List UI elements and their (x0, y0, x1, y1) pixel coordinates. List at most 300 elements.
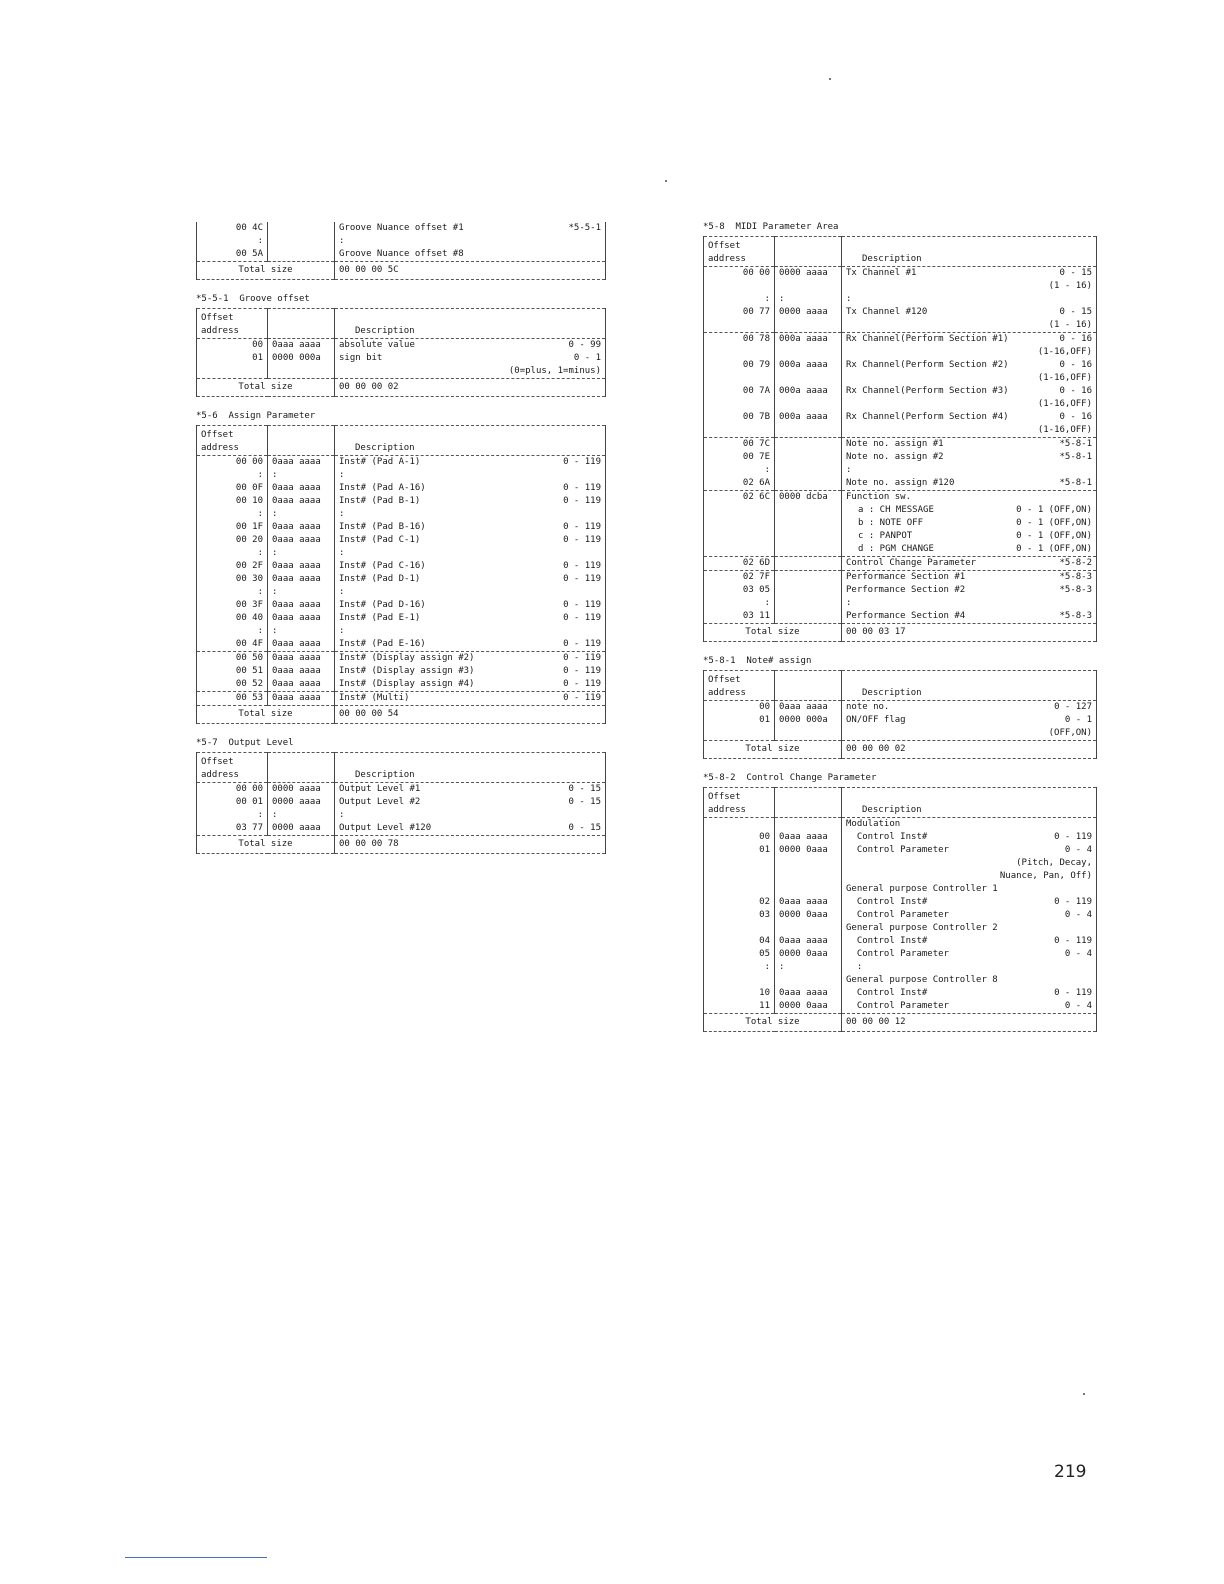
assign-parameter-table (196, 425, 606, 724)
row-offset: : (704, 597, 775, 610)
table-row (704, 961, 1097, 974)
row-description-wrap (339, 456, 601, 469)
row-description-wrap (339, 222, 601, 235)
function-sw-item-label: b : NOTE OFF (858, 518, 924, 528)
row-description-cell (335, 365, 606, 379)
header-blank (842, 788, 1097, 805)
table-row (704, 464, 1097, 477)
row-description: Control Inst# (846, 936, 928, 946)
header-offset: Offset (197, 309, 268, 326)
function-sw-item-range: 0 - 1 (OFF,ON) (1016, 518, 1092, 528)
row-description: Inst# (Pad D-1) (339, 574, 421, 584)
header-blank (268, 442, 335, 456)
row-description: Inst# (Pad D-16) (339, 600, 426, 610)
total-label: Total size (704, 1014, 842, 1032)
table-row (704, 818, 1097, 831)
row-description-cell (335, 809, 606, 822)
row-description-wrap (339, 235, 601, 248)
row-offset: : (704, 464, 775, 477)
row-description: Output Level #120 (339, 823, 432, 833)
row-description-cell (842, 818, 1097, 831)
row-offset: 03 (704, 909, 775, 922)
row-description-cell (842, 883, 1097, 896)
function-sw-item (846, 504, 1092, 517)
row-binary: : (268, 469, 335, 482)
function-sw-item-label: d : PGM CHANGE (858, 544, 934, 554)
table-row (197, 521, 606, 534)
row-description-cell (335, 222, 606, 235)
row-reference: *5-8-2 (1059, 558, 1092, 568)
header-address: address (704, 687, 775, 701)
row-offset: 00 (197, 339, 268, 352)
row-range: 0 - 119 (563, 457, 601, 467)
total-row (704, 624, 1097, 642)
row-binary: 000a aaaa (775, 359, 842, 385)
function-sw-item-range: 0 - 1 (OFF,ON) (1016, 505, 1092, 515)
total-value: 00 00 00 02 (335, 379, 606, 397)
output-level-table (196, 752, 606, 854)
row-description: absolute value (339, 340, 415, 350)
row-description-wrap (339, 796, 601, 809)
row-description-cell (842, 870, 1097, 883)
row-reference: *5-5-1 (568, 223, 601, 233)
row-range: 0 - 16 (1059, 386, 1092, 396)
row-description-wrap (339, 352, 601, 365)
total-value: 00 00 00 5C (335, 262, 606, 280)
row-description-cell (335, 692, 606, 706)
table-row (197, 678, 606, 692)
row-offset: 00 10 (197, 495, 268, 508)
row-offset: 00 40 (197, 612, 268, 625)
row-subrange: (1 - 16) (1048, 320, 1092, 330)
row-range: 0 - 119 (563, 522, 601, 532)
row-description-wrap (846, 293, 1092, 306)
function-sw-label: Function sw. (846, 492, 912, 502)
row-description-cell (842, 438, 1097, 451)
row-binary: 0aaa aaaa (268, 638, 335, 652)
row-description: Control Inst# (846, 832, 928, 842)
row-description-cell (335, 352, 606, 365)
table-row (704, 714, 1097, 727)
row-subrange: (1-16,OFF) (1037, 347, 1092, 357)
row-offset: : (197, 809, 268, 822)
header-description: Description (842, 804, 1097, 818)
output-level-title: *5-7 Output Level (196, 738, 294, 748)
row-offset: 00 77 (704, 306, 775, 333)
row-binary (775, 974, 842, 987)
header-row (704, 788, 1097, 805)
row-offset: 01 (704, 844, 775, 857)
row-range: 0 - 99 (568, 340, 601, 350)
row-description: : (339, 548, 345, 558)
header-address: address (704, 804, 775, 818)
function-sw-item (846, 543, 1092, 556)
control-change-title: *5-8-2 Control Change Parameter (703, 773, 877, 783)
row-description-cell (335, 612, 606, 625)
row-range: (OFF,ON) (1048, 728, 1092, 738)
row-offset: 00 51 (197, 665, 268, 678)
row-description: Control Inst# (846, 988, 928, 998)
row-binary: 0aaa aaaa (268, 665, 335, 678)
row-binary: 0aaa aaaa (268, 612, 335, 625)
row-description-cell (335, 482, 606, 495)
row-description-wrap (339, 652, 601, 665)
assign-parameter-title: *5-6 Assign Parameter (196, 411, 316, 421)
row-description-cell (335, 665, 606, 678)
row-offset: 00 0F (197, 482, 268, 495)
row-offset: : (704, 961, 775, 974)
row-description: : (846, 465, 852, 475)
row-binary: 0aaa aaaa (268, 534, 335, 547)
row-description-wrap (339, 534, 601, 547)
header-offset: Offset (704, 671, 775, 688)
row-description: ON/OFF flag (846, 715, 906, 725)
row-description-cell (842, 477, 1097, 491)
row-description: Groove Nuance offset #1 (339, 223, 464, 233)
row-description: Performance Section #2 (846, 585, 966, 595)
row-description-wrap (846, 557, 1092, 570)
total-row (197, 706, 606, 724)
row-binary (775, 727, 842, 741)
row-offset: 00 4F (197, 638, 268, 652)
row-description-cell (842, 491, 1097, 557)
row-range: 0 - 119 (563, 693, 601, 703)
control-change-table (703, 787, 1097, 1032)
row-description-cell (335, 586, 606, 599)
row-description: : (846, 294, 852, 304)
row-description-cell (842, 701, 1097, 714)
row-offset (704, 922, 775, 935)
table-row (197, 235, 606, 248)
row-offset (704, 870, 775, 883)
row-offset: 11 (704, 1000, 775, 1014)
row-description-cell (335, 638, 606, 652)
row-offset: 00 7A (704, 385, 775, 411)
row-binary (775, 922, 842, 935)
row-offset: 00 2F (197, 560, 268, 573)
row-description: Rx Channel(Perform Section #3) (846, 386, 1009, 396)
row-binary (268, 365, 335, 379)
row-description-cell (842, 610, 1097, 624)
table-row (704, 477, 1097, 491)
row-range: 0 - 16 (1059, 334, 1092, 344)
table-row (704, 610, 1097, 624)
row-description-wrap (339, 678, 601, 691)
header-description: Description (842, 687, 1097, 701)
row-description: : (339, 810, 345, 820)
header-address: address (197, 769, 268, 783)
row-description-cell (842, 1000, 1097, 1014)
header-blank (775, 671, 842, 688)
header-description: Description (842, 253, 1097, 267)
row-binary: 0000 aaaa (268, 796, 335, 809)
row-description-cell (842, 385, 1097, 411)
header-row (197, 442, 606, 456)
row-description-wrap (339, 547, 601, 560)
row-description-wrap (339, 586, 601, 599)
table-row (197, 625, 606, 638)
header-address: address (197, 325, 268, 339)
row-description-wrap (339, 482, 601, 495)
table-row (197, 456, 606, 469)
row-offset: 00 3F (197, 599, 268, 612)
row-offset: 00 5A (197, 248, 268, 262)
table-row (197, 692, 606, 706)
row-range: 0 - 119 (563, 561, 601, 571)
row-binary: : (268, 547, 335, 560)
header-blank (775, 253, 842, 267)
row-binary: 000a aaaa (775, 385, 842, 411)
row-description: Note no. assign #1 (846, 439, 944, 449)
row-binary: 0aaa aaaa (268, 692, 335, 706)
row-offset: 00 01 (197, 796, 268, 809)
row-binary: 0aaa aaaa (775, 987, 842, 1000)
table-row (704, 857, 1097, 870)
row-description-cell (335, 652, 606, 665)
header-blank (268, 753, 335, 770)
row-description-wrap (846, 987, 1092, 1000)
row-description-wrap (339, 560, 601, 573)
table-row (704, 1000, 1097, 1014)
row-binary (775, 870, 842, 883)
row-offset: 00 20 (197, 534, 268, 547)
row-offset: 00 78 (704, 333, 775, 359)
row-offset: 00 50 (197, 652, 268, 665)
row-description: Performance Section #4 (846, 611, 966, 621)
row-range: 0 - 15 (568, 784, 601, 794)
table-row (197, 573, 606, 586)
row-description-wrap (339, 612, 601, 625)
row-offset: 03 77 (197, 822, 268, 836)
table-row (704, 571, 1097, 584)
row-description: Inst# (Pad C-16) (339, 561, 426, 571)
row-description: General purpose Controller 2 (846, 923, 998, 933)
row-description-cell (842, 948, 1097, 961)
table-row (197, 482, 606, 495)
row-offset: 02 6A (704, 477, 775, 491)
header-blank (268, 769, 335, 783)
table-row (197, 638, 606, 652)
row-binary: 0aaa aaaa (268, 678, 335, 692)
row-binary (775, 610, 842, 624)
row-binary: 0aaa aaaa (268, 652, 335, 665)
row-range: 0 - 119 (563, 483, 601, 493)
row-range: 0 - 1 (573, 353, 601, 363)
row-binary (775, 818, 842, 831)
table-row (704, 935, 1097, 948)
row-description: : (339, 509, 345, 519)
row-range: 0 - 15 (1059, 268, 1092, 278)
row-range: 0 - 4 (1064, 910, 1092, 920)
row-description-wrap (339, 339, 601, 352)
row-description-wrap (846, 584, 1092, 597)
row-description: sign bit (339, 353, 383, 363)
row-description-cell (335, 625, 606, 638)
row-binary (775, 883, 842, 896)
header-offset: Offset (197, 426, 268, 443)
row-description-wrap (846, 411, 1092, 424)
row-binary: 0aaa aaaa (268, 560, 335, 573)
row-description-cell (335, 822, 606, 836)
row-offset (704, 883, 775, 896)
row-description-cell (842, 597, 1097, 610)
table-row (197, 822, 606, 836)
row-description-wrap (339, 469, 601, 482)
row-binary (775, 451, 842, 464)
row-description-cell (842, 267, 1097, 293)
row-binary (775, 464, 842, 477)
row-range: 0 - 119 (1054, 936, 1092, 946)
row-binary: 0000 0aaa (775, 909, 842, 922)
table-row (197, 599, 606, 612)
row-binary: 0aaa aaaa (775, 896, 842, 909)
row-offset: 01 (197, 352, 268, 365)
row-binary (268, 248, 335, 262)
total-row (197, 836, 606, 854)
row-description: General purpose Controller 8 (846, 975, 998, 985)
row-description-wrap (339, 495, 601, 508)
header-address: address (197, 442, 268, 456)
row-binary: 000a aaaa (775, 333, 842, 359)
row-binary: 0000 aaaa (268, 822, 335, 836)
row-description: Rx Channel(Perform Section #2) (846, 360, 1009, 370)
row-description-wrap (846, 385, 1092, 398)
row-description: Groove Nuance offset #8 (339, 249, 464, 259)
table-row (197, 508, 606, 521)
row-range: *5-8-3 (1059, 585, 1092, 595)
row-binary (775, 557, 842, 571)
header-address: address (704, 253, 775, 267)
row-description-cell (335, 534, 606, 547)
row-description-wrap (846, 870, 1092, 883)
row-offset (197, 365, 268, 379)
row-description-wrap (846, 306, 1092, 319)
row-range: 0 - 119 (563, 574, 601, 584)
header-offset: Offset (704, 788, 775, 805)
row-description: Inst# (Pad B-16) (339, 522, 426, 532)
row-description: Control Parameter (846, 949, 949, 959)
row-binary: 0aaa aaaa (268, 456, 335, 469)
row-description: : (846, 598, 852, 608)
table-row (197, 612, 606, 625)
row-description-cell (842, 451, 1097, 464)
row-description-cell (335, 560, 606, 573)
row-binary (775, 857, 842, 870)
row-binary: 0000 dcba (775, 491, 842, 557)
row-range: (0=plus, 1=minus) (508, 366, 601, 376)
row-offset (704, 818, 775, 831)
row-description: Note no. assign #2 (846, 452, 944, 462)
speck (1083, 1393, 1085, 1395)
row-offset: : (197, 586, 268, 599)
row-binary: 0aaa aaaa (775, 935, 842, 948)
row-description-wrap (846, 714, 1092, 727)
row-offset: : (197, 547, 268, 560)
row-range: 0 - 119 (563, 679, 601, 689)
row-description-wrap (846, 359, 1092, 372)
table-row (704, 491, 1097, 557)
table-row (197, 339, 606, 352)
header-row (197, 325, 606, 339)
row-description: General purpose Controller 1 (846, 884, 998, 894)
row-range: *5-8-1 (1059, 452, 1092, 462)
row-description-wrap (339, 783, 601, 796)
row-range: 0 - 1 (1064, 715, 1092, 725)
total-row (704, 1014, 1097, 1032)
header-row (704, 671, 1097, 688)
row-description-cell (842, 974, 1097, 987)
row-description: Tx Channel #1 (846, 268, 917, 278)
row-description: Rx Channel(Perform Section #4) (846, 412, 1009, 422)
table-row (197, 495, 606, 508)
total-label: Total size (197, 379, 335, 397)
row-description: Tx Channel #120 (846, 307, 928, 317)
total-value: 00 00 00 78 (335, 836, 606, 854)
row-binary: 0000 aaaa (775, 306, 842, 333)
row-range: 0 - 16 (1059, 360, 1092, 370)
header-blank (775, 804, 842, 818)
row-description-wrap (339, 638, 601, 651)
row-description-cell (842, 359, 1097, 385)
table-row (197, 469, 606, 482)
row-description-wrap (846, 701, 1092, 714)
total-value: 00 00 00 02 (842, 741, 1097, 759)
header-row (197, 309, 606, 326)
table-row (704, 385, 1097, 411)
table-row (704, 883, 1097, 896)
header-row (704, 237, 1097, 254)
row-binary: : (775, 293, 842, 306)
row-description-wrap (339, 599, 601, 612)
header-description: Description (335, 442, 606, 456)
row-description: : (339, 470, 345, 480)
row-offset (704, 857, 775, 870)
row-binary: 0aaa aaaa (268, 495, 335, 508)
speck (829, 78, 831, 80)
table-row (197, 796, 606, 809)
table-row (704, 293, 1097, 306)
row-binary (775, 438, 842, 451)
table-row (197, 248, 606, 262)
row-offset: 00 7C (704, 438, 775, 451)
row-description-wrap (339, 573, 601, 586)
row-description-cell (335, 783, 606, 796)
row-binary: : (268, 625, 335, 638)
total-label: Total size (704, 624, 842, 642)
row-offset: 00 30 (197, 573, 268, 586)
row-description-cell (842, 831, 1097, 844)
row-binary: 0000 0aaa (775, 844, 842, 857)
row-description-cell (842, 935, 1097, 948)
row-description: Inst# (Pad A-16) (339, 483, 426, 493)
row-description-wrap (846, 831, 1092, 844)
row-description-wrap (846, 935, 1092, 948)
row-offset: : (197, 469, 268, 482)
header-offset: Offset (197, 753, 268, 770)
table-row (704, 896, 1097, 909)
row-offset: 00 00 (704, 267, 775, 293)
row-binary: : (775, 961, 842, 974)
row-range: *5-8-1 (1059, 478, 1092, 488)
table-row (704, 411, 1097, 438)
row-description-cell (335, 235, 606, 248)
row-description: : (339, 587, 345, 597)
row-binary (775, 571, 842, 584)
table-row (704, 438, 1097, 451)
header-blank (335, 309, 606, 326)
table-row (704, 267, 1097, 293)
row-description-wrap (846, 857, 1092, 870)
